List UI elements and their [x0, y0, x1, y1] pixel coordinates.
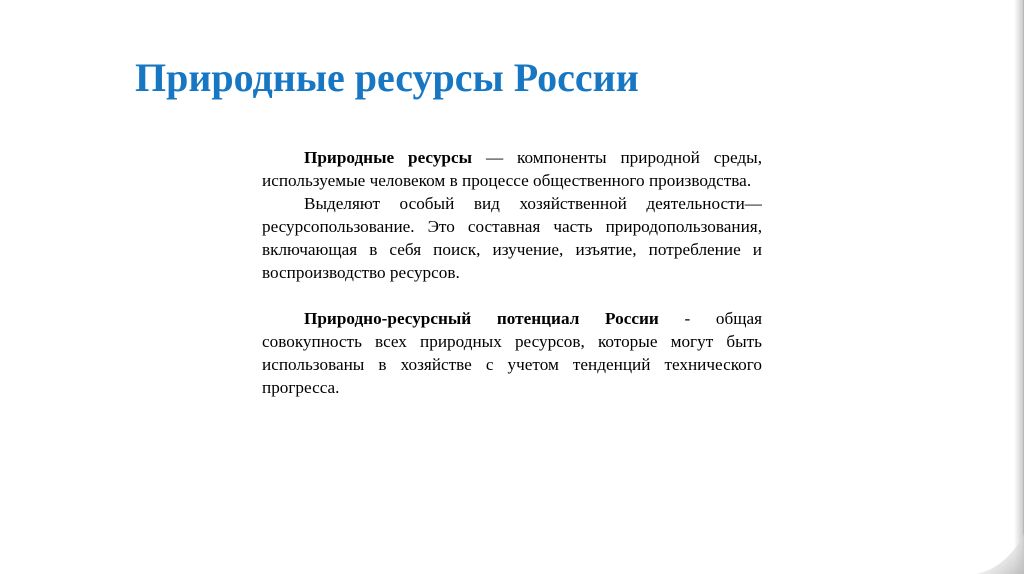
potential-paragraph — [262, 307, 762, 399]
definition-text: — компоненты природной среды, используемые человеком в процессе общественного производства. — [262, 148, 762, 190]
page-curl-icon — [976, 534, 1024, 574]
potential-text: - общая совокупность всех природных ресурсов, которые могут быть использованы в хозяйстве с учетом тенденций технического прогресса. — [262, 309, 762, 397]
resource-use-paragraph: Выделяют особый вид хозяйственной деятельности—ресурсопользование. Это составная часть природопользования, включающая в себя поиск, изучение, изъятие, потребление и воспроизводство ресурсов. — [262, 194, 762, 282]
term-resource-potential: Природно-ресурсный потенциал России — [304, 309, 659, 328]
term-natural-resources: Природные ресурсы — [304, 148, 473, 167]
slide-body — [262, 146, 762, 399]
definition-paragraph — [262, 146, 762, 192]
slide-title: Природные ресурсы России — [135, 55, 639, 100]
